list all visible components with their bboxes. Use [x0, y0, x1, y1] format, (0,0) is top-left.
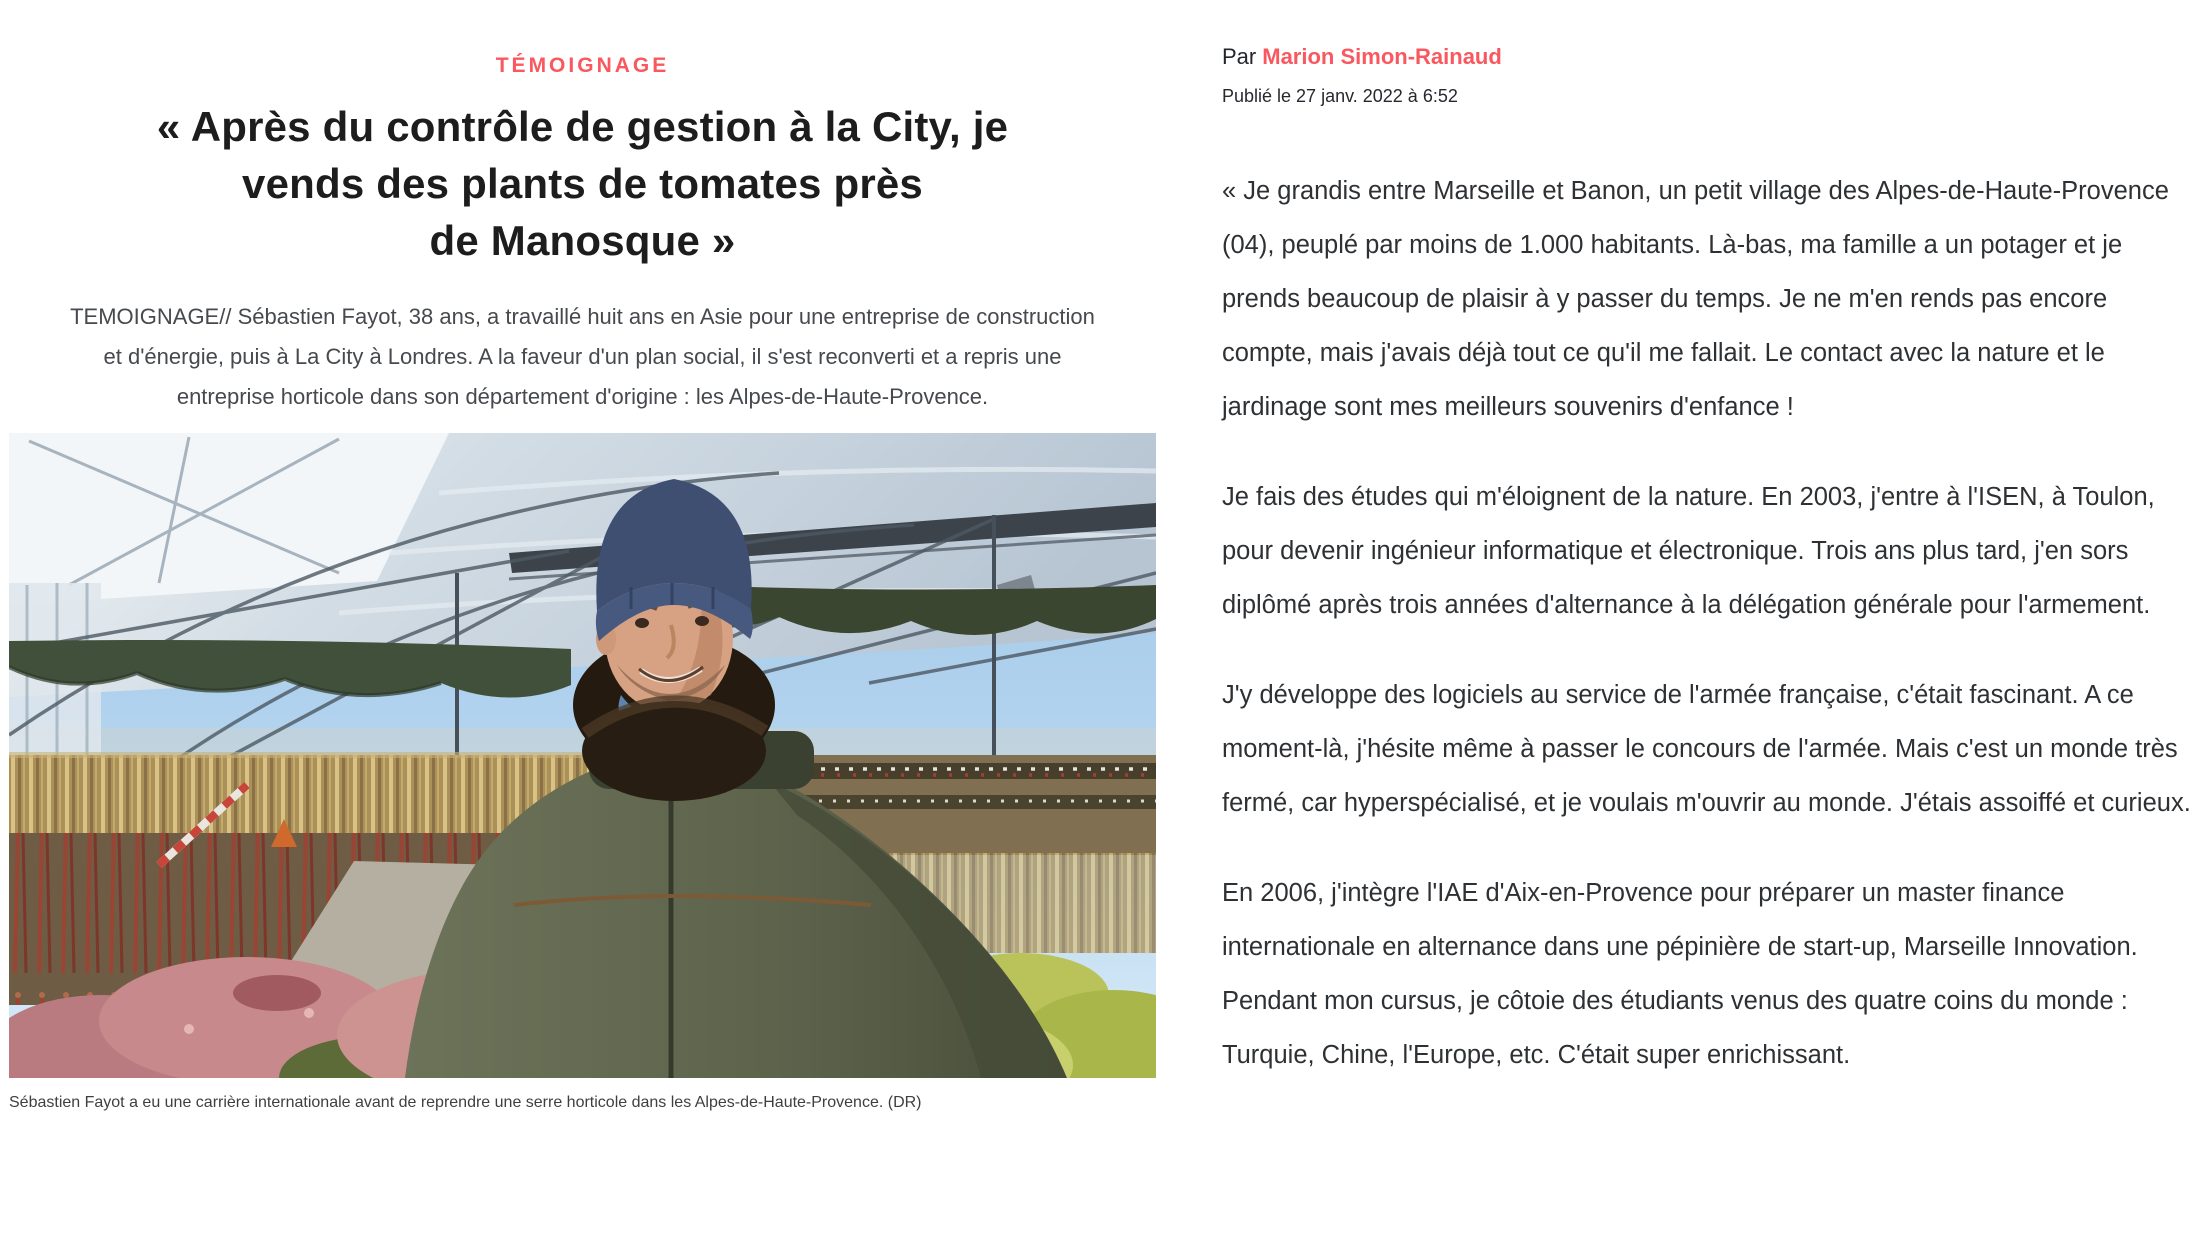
article-body	[1222, 164, 2196, 1082]
byline	[1222, 42, 2196, 72]
title-line: vends des plants de tomates près	[242, 160, 923, 207]
photo-caption: Sébastien Fayot a eu une carrière internationale avant de reprendre une serre horticole dans les Alpes-de-Haute-Provence. (DR)	[9, 1094, 922, 1111]
article-body-column	[1222, 0, 2196, 1082]
article-paragraph: Je fais des études qui m'éloignent de la nature. En 2003, j'entre à l'ISEN, à Toulon, pour devenir ingénieur informatique et électronique. Trois ans plus tard, j'en sors diplômé après trois années d'alternance à la délégation générale pour l'armement.	[1222, 483, 2155, 619]
article-standfirst: TEMOIGNAGE// Sébastien Fayot, 38 ans, a travaillé huit ans en Asie pour une entreprise de construction et d'énergie, puis à La City à Londres. A la faveur d'un plan social, il s'est reconverti et a repris une entreprise horticole dans son département d'origine : les Alpes-de-Haute-Provence.	[70, 304, 1095, 409]
byline-prefix: Par	[1222, 44, 1257, 69]
article-paragraph: « Je grandis entre Marseille et Banon, un petit village des Alpes-de-Haute-Provence (04), peuplé par moins de 1.000 habitants. Là-bas, ma famille a un potager et je prends beaucoup de plaisir à y passer du temps. Je ne m'en rends pas encore compte, mais j'avais déjà tout ce qu'il me fallait. Le contact avec la nature et le jardinage sont mes meilleurs souvenirs d'enfance !	[1222, 177, 2169, 421]
article-photo	[9, 433, 1156, 1078]
article-header-column	[9, 0, 1156, 1114]
title-line: de Manosque »	[429, 217, 736, 264]
publish-date: Publié le 27 janv. 2022 à 6:52	[1222, 86, 1458, 106]
kicker-label[interactable]: TÉMOIGNAGE	[495, 54, 670, 77]
title-line: « Après du contrôle de gestion à la City, je	[156, 103, 1009, 150]
article-figure	[9, 433, 1156, 1114]
article-paragraph: J'y développe des logiciels au service de l'armée française, c'était fascinant. A ce moment-là, j'hésite même à passer le concours de l'armée. Mais c'est un monde très fermé, car hyperspécialisé, et je voulais m'ouvrir au monde. J'étais assoiffé et curieux.	[1222, 681, 2191, 817]
author-link[interactable]: Marion Simon-Rainaud	[1262, 44, 1502, 69]
article-paragraph: En 2006, j'intègre l'IAE d'Aix-en-Provence pour préparer un master finance internationale en alternance dans une pépinière de start-up, Marseille Innovation. Pendant mon cursus, je côtoie des étudiants venus des quatre coins du monde : Turquie, Chine, l'Europe, etc. C'était super enrichissant.	[1222, 879, 2138, 1069]
article-title	[33, 98, 1133, 269]
